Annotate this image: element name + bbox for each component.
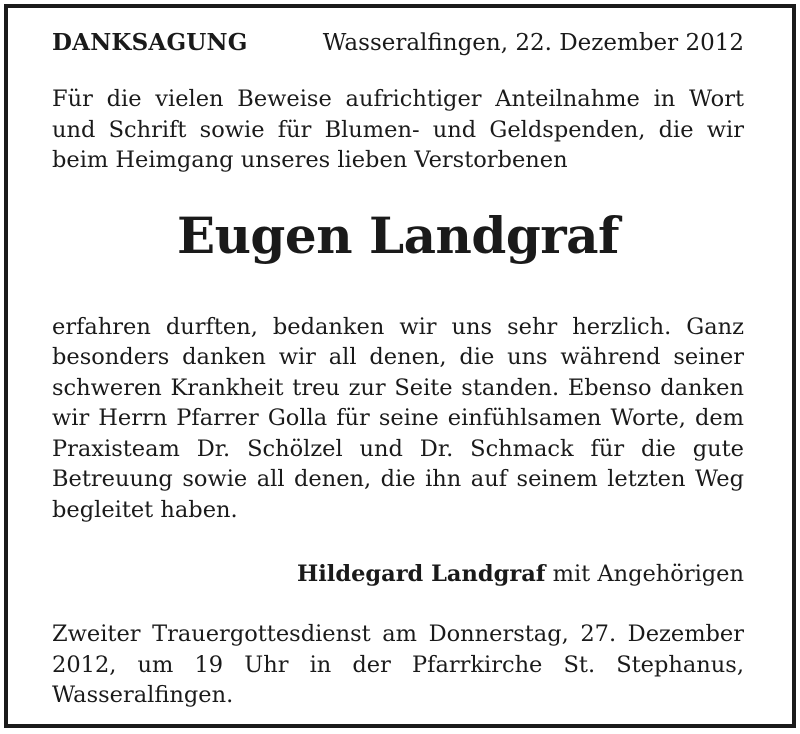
place-date: Wasseralfingen, 22. Dezember 2012 — [322, 30, 744, 56]
signature-name: Hildegard Landgraf — [296, 561, 546, 587]
intro-paragraph: Für die vielen Beweise aufrichtiger Anteilnahme in Wort und Schrift sowie für Blumen- und Geldspenden, die wir beim Heimgang unseres lieben Verstorbenen — [52, 86, 744, 173]
deceased-name: Eugen Landgraf — [176, 205, 620, 265]
notice-header — [52, 26, 744, 60]
notice-title: DANKSAGUNG — [52, 29, 248, 56]
signature — [52, 559, 744, 589]
thanks-paragraph: erfahren durften, bedanken wir uns sehr herzlich. Ganz besonders danken wir all denen, die uns während seiner schweren Krankheit treu zur Seite standen. Ebenso danken wir Herrn Pfarrer Golla für seine einfühlsamen Worte, dem Praxisteam Dr. Schölzel und Dr. Schmack für die gute Betreuung sowie all denen, die ihn auf seinem letzten Weg begleitet haben. — [52, 313, 744, 523]
service-paragraph: Zweiter Trauergottesdienst am Donnerstag, 27. Dezember 2012, um 19 Uhr in der Pfarrkirche St. Stephanus, Wasseralfingen. — [52, 621, 744, 708]
obituary-notice — [52, 26, 744, 711]
signature-suffix: mit Angehörigen — [552, 561, 744, 587]
